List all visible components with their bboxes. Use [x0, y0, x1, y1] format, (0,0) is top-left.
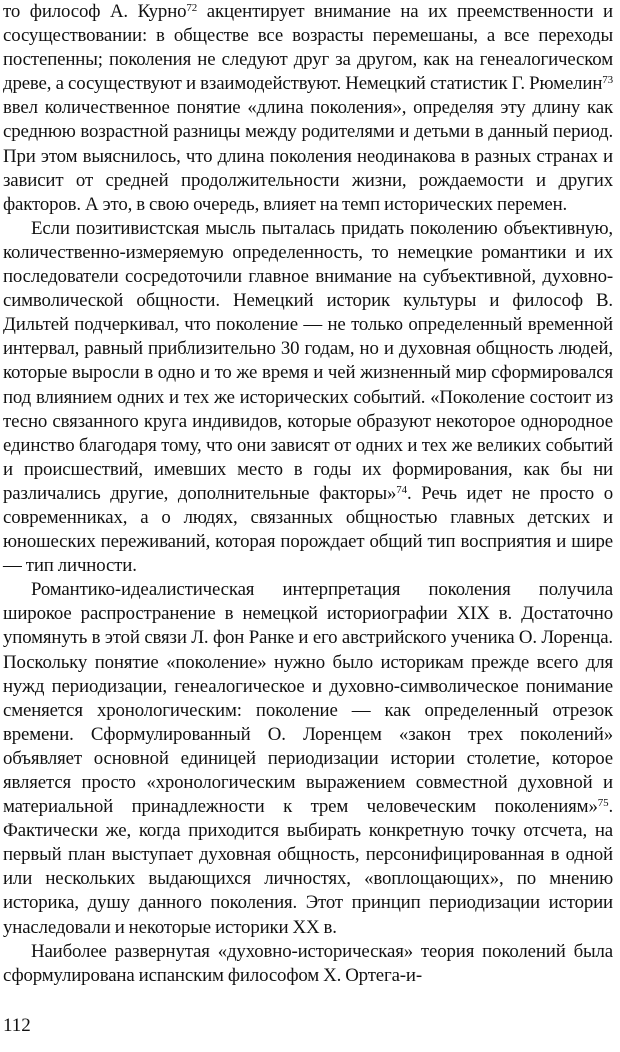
paragraph-2 [3, 217, 613, 578]
text-segment: Если позитивистская мысль пыталась придать поколению объективную, количественно-измеряемую определенность, то немецкие романтики и их последователи сосредоточили главное внимание на субъективной, духовно-символической общности. Немецкий историк культуры и философ В. Дильтей подчеркивал, что поколение — не только определенный временной интервал, равный приблизительно 30 годам, но и духовная общность людей, которые выросли в одно и то же время и чей жизненный мир сформировался под влиянием одних и тех же исторических событий. «Поколение состоит из тесно связанного круга индивидов, которые образуют некоторое однородное единство благодаря тому, что они зависят от одних и тех же великих событий и происшествий, имевших место в годы их формирования, как бы ни различались другие, дополнительные факторы» [3, 217, 613, 504]
paragraph-4 [3, 940, 613, 988]
text-segment: акцентирует внимание на их преемственности и сосуществовании: в обществе все возрасты перемешаны, а все переходы постепенны; поколения не следуют друг за другом, как на генеалогическом древе, а сосуществуют и взаимодействуют. Немецкий статистик Г. Рюмелин [3, 1, 613, 95]
text-segment: ввел количественное понятие «длина поколения», определяя эту длину как среднюю возрастной разницы между родителями и детьми в данный период. При этом выяснилось, что длина поколения неодинакова в разных странах и зависит от средней продолжительности жизни, рождаемости и других факторов. А это, в свою очередь, влияет на темп исторических перемен. [3, 97, 613, 215]
footnote-ref-75: 75 [597, 797, 609, 810]
body-text [3, 0, 613, 988]
text-segment: то философ А. Курно [3, 1, 187, 22]
paragraph-3 [3, 578, 613, 939]
footnote-ref-72: 72 [186, 2, 198, 14]
footnote-ref-74: 74 [396, 483, 407, 496]
text-segment: . Фактически же, когда приходится выбирать конкретную точку отсчета, на первый план выступает духовная общность, персонифицированная в одной или нескольких выдающихся личностях, «воплощающих», по мнению историка, душу данного поколения. Этот принцип периодизации истории унаследовали и некоторые историки XX в. [3, 796, 613, 938]
text-segment: . Речь идет не просто о современниках, а о людях, связанных общностью главных детских и юношеских переживаний, которая порождает общий тип восприятия и шире — тип личности. [3, 482, 613, 577]
text-segment: Романтико-идеалистическая интерпретация поколения получила широкое распространение в немецкой историографии XIX в. Достаточно упомянуть в этой связи Л. фон Ранке и его австрийского ученика О. Лоренца. Поскольку понятие «поколение» нужно было историкам прежде всего для нужд периодизации, генеалогическое и духовно-символическое понимание сменяется хронологическим: поколение — как определенный отрезок времени. Сформулированный О. Лоренцем «закон трех поколений» объявляет основной единицей периодизации истории столетие, которое является просто «хронологическим выражением совместной духовной и материальной принадлежности к трем человеческим поколениям» [3, 579, 613, 818]
text-segment: Наиболее развернутая «духовно-историческая» теория поколений была сформулирована испанским философом Х. Ортега-и- [3, 940, 613, 986]
paragraph-1 [3, 0, 613, 217]
footnote-ref-73: 73 [602, 74, 613, 87]
page-number: 112 [3, 1015, 31, 1036]
